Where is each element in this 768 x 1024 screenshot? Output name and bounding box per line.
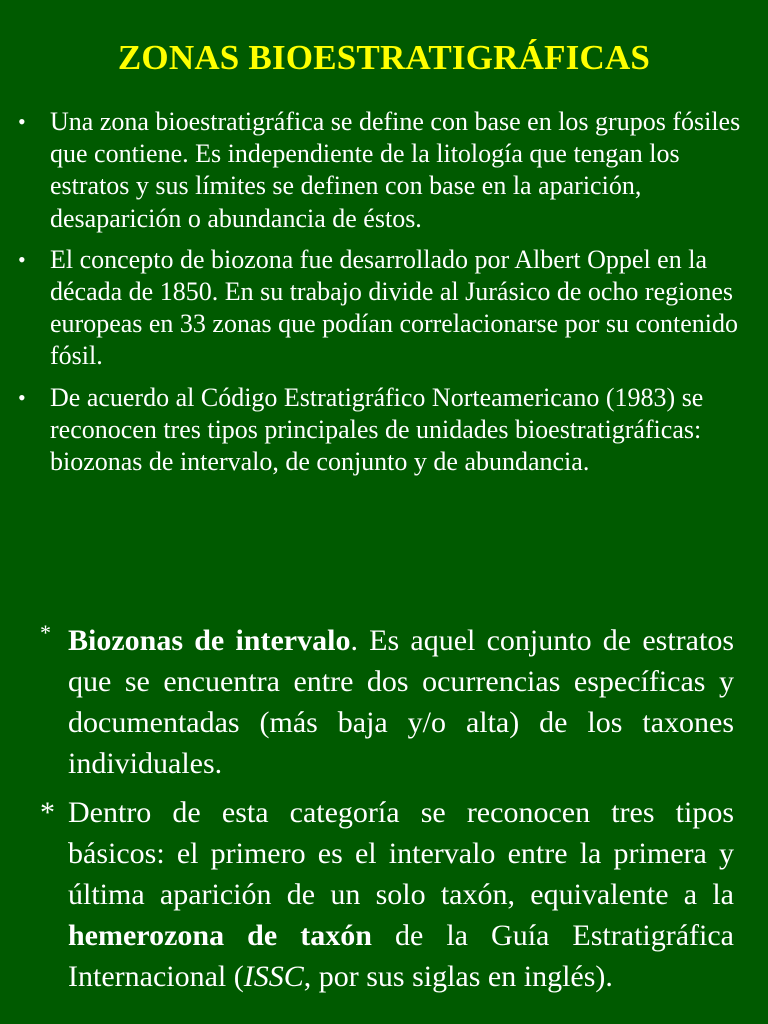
bullet-item: [0, 382, 768, 479]
bullet-text: De acuerdo al Código Estratigráfico Norteamericano (1983) se reconocen tres tipos principales de unidades bioestratigráficas: biozonas de intervalo, de conjunto y de abundancia.: [50, 382, 704, 477]
bullet-dot-icon: •: [18, 246, 26, 272]
sub-item-paragraph: [0, 620, 768, 784]
sub-item-text: Dentro de esta categoría se reconocen tres tipos básicos: el primero es el intervalo entre la primera y última aparición de un solo taxón, equivalente a la: [68, 796, 734, 911]
slide-title: ZONAS BIOESTRATIGRÁFICAS: [117, 38, 651, 77]
sub-item-interval-biozones: [0, 620, 768, 784]
bullet-list: [0, 106, 768, 487]
bullet-item: [0, 106, 768, 235]
asterisk-icon: *: [40, 620, 51, 645]
term-hemerozona: hemerozona de taxón: [68, 919, 372, 952]
sub-item-paragraph: [0, 792, 768, 997]
sub-item-interval-types: [0, 792, 768, 997]
term-biozonas-intervalo: Biozonas de intervalo: [68, 624, 351, 657]
bullet-dot-icon: •: [18, 384, 26, 410]
sub-item-text: de la Guía Estratigráfica Internacional (: [68, 919, 734, 993]
asterisk-icon: *: [40, 796, 55, 829]
sub-item-text: , por sus siglas en inglés).: [303, 960, 613, 993]
bullet-text: Una zona bioestratigráfica se define con base en los grupos fósiles que contiene. Es independiente de la litología que tengan los estratos y sus límites se definen con base en la aparición, desaparición o abundancia de éstos.: [50, 107, 741, 233]
sub-item-text: . Es aquel conjunto de estratos que se encuentra entre dos ocurrencias específicas y documentadas (más baja y/o alta) de los taxones individuales.: [68, 624, 734, 780]
abbr-issc: ISSC: [243, 960, 304, 993]
bullet-item: [0, 244, 768, 373]
bullet-text: El concepto de biozona fue desarrollado por Albert Oppel en la década de 1850. En su trabajo divide al Jurásico de ocho regiones europeas en 33 zonas que podían correlacionarse por su contenido fósil.: [50, 244, 739, 371]
bullet-dot-icon: •: [18, 109, 26, 134]
